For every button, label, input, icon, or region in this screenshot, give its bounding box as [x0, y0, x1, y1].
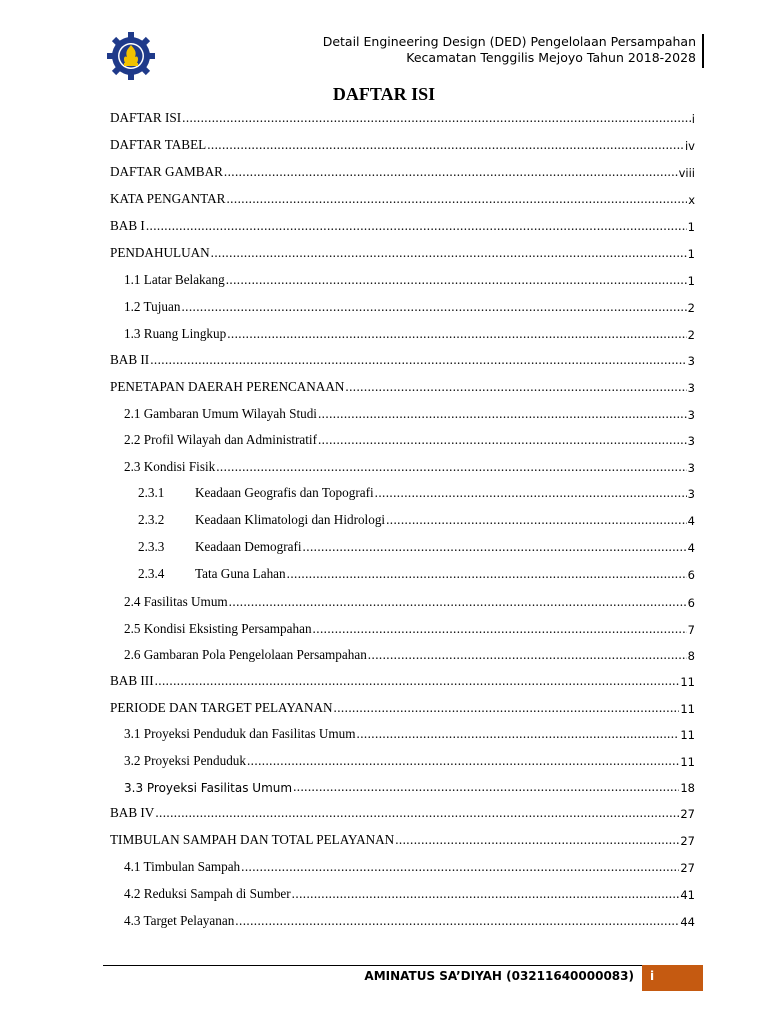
toc-entry[interactable]: [124, 430, 695, 448]
toc-entry[interactable]: [110, 216, 695, 234]
toc-entry-label: Keadaan Klimatologi dan Hidrologi: [195, 512, 386, 527]
toc-entry-label: 4.3 Target Pelayanan: [124, 913, 235, 928]
toc-leader-dots: [303, 540, 687, 555]
toc-entry-page: 4: [687, 541, 695, 555]
toc-entry-label: 4.2 Reduksi Sampah di Sumber: [124, 886, 291, 901]
toc-entry[interactable]: [124, 297, 695, 315]
toc-leader-dots: [375, 486, 687, 501]
toc-entry-label: BAB III: [110, 673, 154, 688]
toc-entry-page: 27: [680, 861, 695, 875]
toc-leader-dots: [229, 595, 687, 610]
toc-leader-dots: [216, 460, 686, 475]
toc-leader-dots: [155, 674, 680, 689]
toc-entry-label: 3.2 Proyeksi Penduduk: [124, 753, 246, 768]
toc-entry-number: 2.3.4: [138, 566, 165, 581]
toc-entry[interactable]: [124, 884, 695, 902]
toc-entry-page: 3: [687, 434, 695, 448]
toc-entry[interactable]: [124, 457, 695, 475]
toc-entry-page: 11: [680, 702, 695, 716]
toc-leader-dots: [334, 701, 680, 716]
toc-leader-dots: [292, 887, 680, 902]
toc-leader-dots: [368, 648, 687, 663]
toc-entry[interactable]: [110, 830, 695, 848]
toc-leader-dots: [155, 806, 679, 821]
toc-entry[interactable]: [124, 857, 695, 875]
toc-entry-page: 4: [687, 514, 695, 528]
toc-entry-label: 1.2 Tujuan: [124, 299, 181, 314]
toc-entry[interactable]: [138, 564, 695, 582]
toc-entry[interactable]: [124, 270, 695, 288]
toc-entry-label: 3.1 Proyeksi Penduduk dan Fasilitas Umum: [124, 726, 356, 741]
toc-entry-label: DAFTAR ISI: [110, 110, 182, 125]
toc-entry-label: BAB II: [110, 352, 150, 367]
toc-leader-dots: [313, 622, 687, 637]
toc-entry-page: 7: [687, 623, 695, 637]
toc-entry[interactable]: [124, 911, 695, 929]
toc-leader-dots: [224, 165, 678, 180]
toc-entry-label: 4.1 Timbulan Sampah: [124, 859, 241, 874]
toc-entry[interactable]: [138, 483, 695, 501]
toc-entry[interactable]: [110, 671, 695, 689]
toc-leader-dots: [386, 513, 687, 528]
toc-entry[interactable]: [110, 377, 695, 395]
toc-entry[interactable]: [124, 324, 695, 342]
toc-entry-number: 2.3.2: [138, 512, 165, 527]
toc-leader-dots: [357, 727, 680, 742]
toc-entry-page: 2: [687, 328, 695, 342]
toc-entry-page: 3: [687, 381, 695, 395]
toc-entry-label: BAB I: [110, 218, 145, 233]
toc-entry[interactable]: [138, 510, 695, 528]
toc-entry-page: 2: [687, 301, 695, 315]
toc-entry[interactable]: [110, 243, 695, 261]
toc-entry-page: 11: [680, 675, 695, 689]
toc-entry-label: 2.1 Gambaran Umum Wilayah Studi: [124, 406, 317, 421]
header-divider: [702, 34, 704, 68]
toc-entry-label: DAFTAR TABEL: [110, 137, 207, 152]
toc-leader-dots: [226, 192, 687, 207]
toc-leader-dots: [227, 327, 686, 342]
toc-leader-dots: [150, 353, 686, 368]
toc-entry-page: 11: [680, 728, 695, 742]
toc-entry-label: 2.6 Gambaran Pola Pengelolaan Persampahan: [124, 647, 367, 662]
toc-entry-label: PENDAHULUAN: [110, 245, 210, 260]
page-title: DAFTAR ISI: [332, 84, 436, 104]
toc-entry[interactable]: [124, 619, 695, 637]
toc-entry-label: DAFTAR GAMBAR: [110, 164, 223, 179]
toc-entry-label: 1.1 Latar Belakang: [124, 272, 225, 287]
toc-leader-dots: [235, 914, 679, 929]
toc-leader-dots: [287, 567, 687, 582]
toc-entry[interactable]: [110, 698, 695, 716]
toc-entry-label: 2.5 Kondisi Eksisting Persampahan: [124, 621, 312, 636]
toc-entry[interactable]: [138, 537, 695, 555]
toc-entry-page: 3: [687, 354, 695, 368]
toc-entry[interactable]: [110, 803, 695, 821]
toc-entry-page: 41: [680, 888, 695, 902]
header-title: [323, 34, 696, 66]
toc-entry[interactable]: [124, 724, 695, 742]
toc-leader-dots: [395, 833, 679, 848]
toc-entry-number: 2.3.3: [138, 539, 165, 554]
toc-entry-label: KATA PENGANTAR: [110, 191, 226, 206]
toc-entry-page: 3: [687, 487, 695, 501]
toc-entry-page: viii: [678, 166, 695, 180]
toc-leader-dots: [318, 433, 687, 448]
toc-entry-label: BAB IV: [110, 805, 155, 820]
toc-entry[interactable]: [110, 135, 695, 153]
toc-entry-label: 2.2 Profil Wilayah dan Administratif: [124, 432, 317, 447]
toc-entry-label: TIMBULAN SAMPAH DAN TOTAL PELAYANAN: [110, 832, 395, 847]
toc-leader-dots: [241, 860, 679, 875]
toc-entry-page: 1: [687, 247, 695, 261]
footer-author: AMINATUS SA’DIYAH (03211640000083): [364, 969, 634, 983]
toc-entry-page: 27: [680, 834, 695, 848]
toc-leader-dots: [181, 300, 686, 315]
toc-entry-page: 1: [687, 220, 695, 234]
toc-entry-page: 3: [687, 461, 695, 475]
toc-entry-label: Keadaan Demografi: [195, 539, 302, 554]
toc-entry[interactable]: [124, 777, 695, 795]
toc-entry-page: 6: [687, 568, 695, 582]
header-line-2: Kecamatan Tenggilis Mejoyo Tahun 2018-2028: [406, 50, 696, 65]
toc-entry-label: PERIODE DAN TARGET PELAYANAN: [110, 700, 333, 715]
toc-entry[interactable]: [110, 108, 695, 126]
toc-entry-page: i: [691, 112, 695, 126]
toc-entry[interactable]: [124, 404, 695, 422]
toc-entry-label: 1.3 Ruang Lingkup: [124, 326, 227, 341]
toc-leader-dots: [182, 111, 691, 126]
toc-leader-dots: [211, 246, 687, 261]
its-logo-icon: [106, 31, 156, 81]
toc-entry-page: 18: [680, 781, 695, 795]
toc-entry-number: 2.3.1: [138, 485, 165, 500]
toc-entry-page: 1: [687, 274, 695, 288]
header-line-1: Detail Engineering Design (DED) Pengelolaan Persampahan: [322, 34, 696, 49]
toc-entry-label: Keadaan Geografis dan Topografi: [195, 485, 374, 500]
toc-entry-page: 8: [687, 649, 695, 663]
toc-leader-dots: [318, 407, 687, 422]
toc-entry[interactable]: [110, 189, 695, 207]
toc-leader-dots: [345, 380, 686, 395]
toc-entry-label: 3.3 Proyeksi Fasilitas Umum: [124, 781, 293, 795]
toc-entry-page: 6: [687, 596, 695, 610]
toc-entry[interactable]: [124, 645, 695, 663]
toc-entry-page: 27: [680, 807, 695, 821]
toc-leader-dots: [247, 754, 679, 769]
toc-leader-dots: [226, 273, 687, 288]
toc-entry-page: iv: [684, 139, 695, 153]
toc-leader-dots: [293, 780, 679, 795]
toc-entry[interactable]: [124, 751, 695, 769]
toc-entry[interactable]: [110, 162, 695, 180]
footer-divider: [103, 965, 703, 966]
toc-entry-page: 44: [680, 915, 695, 929]
footer-page-number: i: [650, 969, 655, 983]
toc-entry-page: 3: [687, 408, 695, 422]
page-header: [0, 0, 768, 90]
toc-entry-label: 2.4 Fasilitas Umum: [124, 594, 228, 609]
toc-leader-dots: [146, 219, 687, 234]
toc-entry-page: x: [688, 193, 695, 207]
toc-entry[interactable]: [110, 350, 695, 368]
toc-leader-dots: [207, 138, 684, 153]
toc-entry-label: 2.3 Kondisi Fisik: [124, 459, 216, 474]
toc-entry-label: PENETAPAN DAERAH PERENCANAAN: [110, 379, 345, 394]
toc-entry-label: Tata Guna Lahan: [195, 566, 286, 581]
toc-entry-page: 11: [680, 755, 695, 769]
toc-entry[interactable]: [124, 592, 695, 610]
